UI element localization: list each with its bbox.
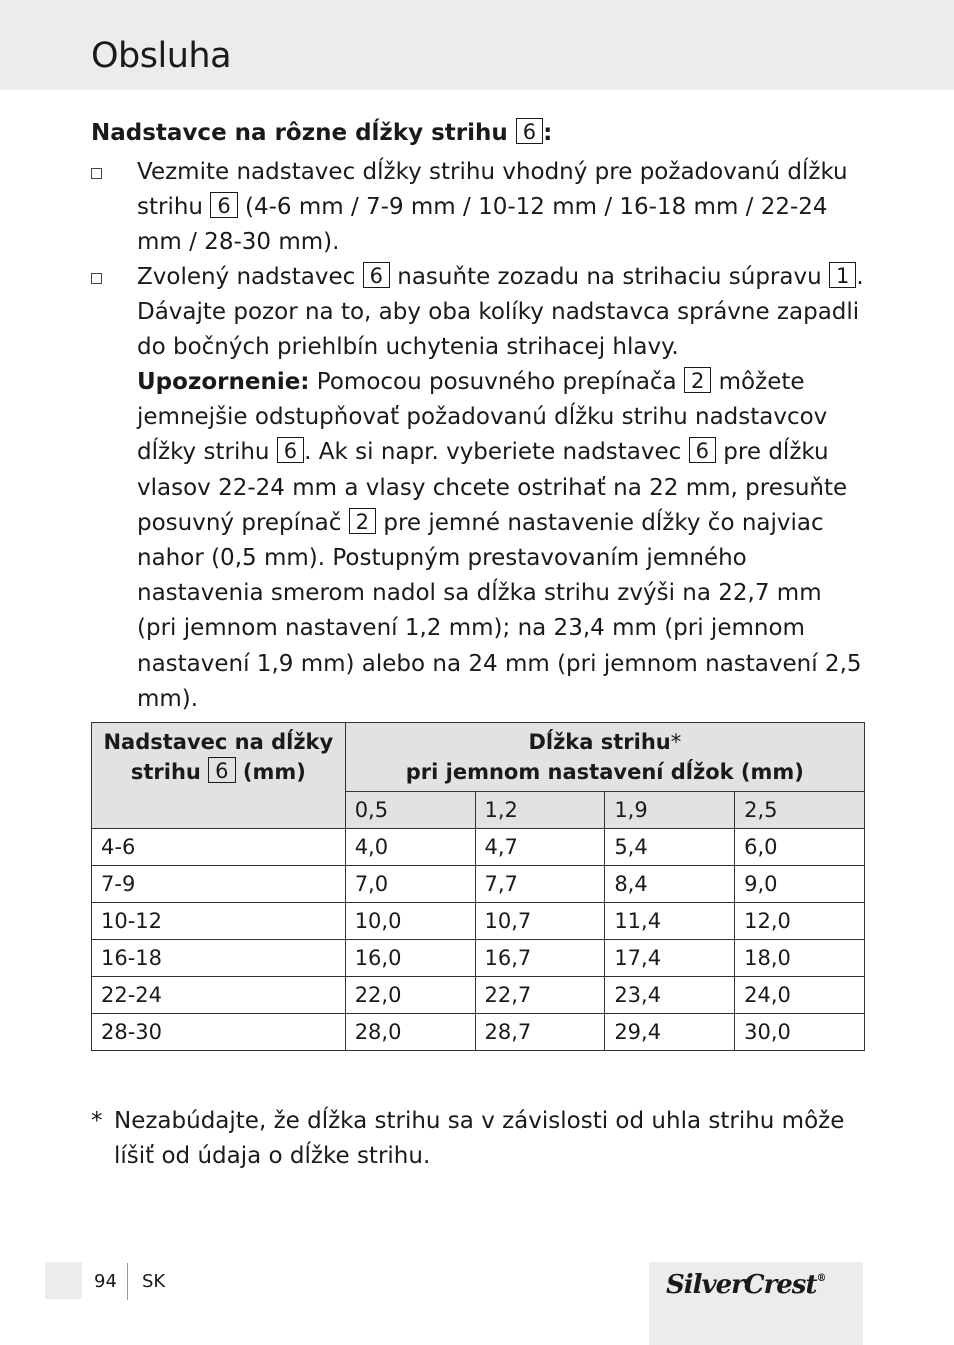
table-cell: 7-9 (92, 866, 346, 903)
step-text: . Dávajte pozor na to, aby oba kolíky nadstavca správne zapadli do bočných priehlbín uchytenia strihacej hlavy. (137, 264, 864, 360)
table-row (92, 1014, 865, 1051)
part-ref-badge: 2 (349, 508, 376, 534)
header-text: Nadstavec na dĺžky strihu (103, 730, 334, 784)
table-cell: 5,4 (605, 829, 735, 866)
footer-divider (127, 1263, 128, 1300)
table-cell: 22,7 (475, 977, 605, 1014)
table-row (92, 866, 865, 903)
table-cell: 24,0 (735, 977, 865, 1014)
footnote (91, 1104, 866, 1174)
table-cell: 16-18 (92, 940, 346, 977)
registered-mark: ® (816, 1273, 826, 1284)
table-row (92, 903, 865, 940)
checkbox-bullet-icon (91, 273, 102, 284)
section-heading-text: Nadstavce na rôzne dĺžky strihu (91, 120, 508, 146)
steps-list (91, 155, 866, 365)
page-number: 94 (94, 1271, 117, 1292)
table-cell: 16,0 (345, 940, 475, 977)
checkbox-bullet-icon (91, 168, 102, 179)
table-cell: 17,4 (605, 940, 735, 977)
step-text: Zvolený nadstavec (137, 264, 363, 290)
fine-setting-header: 2,5 (735, 792, 865, 829)
section-heading (91, 116, 866, 151)
note-paragraph (91, 365, 866, 717)
part-ref-badge: 2 (684, 367, 711, 393)
part-ref-badge: 6 (516, 118, 543, 144)
table-cell: 22,0 (345, 977, 475, 1014)
note-text: Pomocou posuvného prepínača (309, 369, 684, 395)
table-cell: 22-24 (92, 977, 346, 1014)
table-row (92, 829, 865, 866)
cut-length-group-header (345, 723, 864, 792)
brand-logo (666, 1270, 825, 1300)
table-cell: 18,0 (735, 940, 865, 977)
note-text: pre jemné nastavenie dĺžky čo najviac nahor (0,5 mm). Postupným prestavovaním jemného nastavenia smerom nadol sa dĺžka strihu zvýši na 22,7 mm (pri jemnom nastavení 1,2 mm); na 23,4 mm (pri jemnom nastavení 1,9 mm) alebo na 24 mm (pri jemnom nastavení 2,5 mm). (137, 509, 862, 712)
footnote-marker: * (670, 730, 682, 754)
table-cell: 11,4 (605, 903, 735, 940)
table-cell: 10,7 (475, 903, 605, 940)
list-item (91, 260, 866, 365)
footnote-marker: * (91, 1108, 103, 1134)
table-cell: 7,7 (475, 866, 605, 903)
page-title: Obsluha (91, 36, 232, 76)
part-ref-badge: 6 (210, 192, 237, 218)
table-cell: 4,0 (345, 829, 475, 866)
table-cell: 28,0 (345, 1014, 475, 1051)
part-ref-badge: 6 (208, 757, 235, 783)
part-ref-badge: 1 (829, 262, 856, 288)
table-cell: 29,4 (605, 1014, 735, 1051)
language-code: SK (142, 1271, 166, 1292)
table-cell: 10-12 (92, 903, 346, 940)
table-cell: 30,0 (735, 1014, 865, 1051)
step-text: Vezmite nadstavec dĺžky strihu vhodný pre požadovanú dĺžku strihu (137, 159, 848, 220)
attachment-column-header (92, 723, 346, 829)
fine-setting-header: 0,5 (345, 792, 475, 829)
table-cell: 28,7 (475, 1014, 605, 1051)
note-label: Upozornenie: (137, 369, 310, 395)
table-cell: 28-30 (92, 1014, 346, 1051)
table-cell: 9,0 (735, 866, 865, 903)
note-text: . Ak si napr. vyberiete nadstavec (304, 439, 689, 466)
header-text: Dĺžka strihu (528, 730, 671, 754)
footnote-text: Nezabúdajte, že dĺžka strihu sa v závislosti od uhla strihu môže líšiť od údaja o dĺžke strihu. (114, 1108, 845, 1169)
length-table (91, 722, 865, 1051)
table-cell: 4,7 (475, 829, 605, 866)
section-heading-colon: : (543, 120, 553, 146)
table-cell: 8,4 (605, 866, 735, 903)
table-cell: 7,0 (345, 866, 475, 903)
fine-setting-header: 1,9 (605, 792, 735, 829)
table-row (92, 940, 865, 977)
part-ref-badge: 6 (689, 437, 716, 463)
fine-setting-header: 1,2 (475, 792, 605, 829)
table-row (92, 977, 865, 1014)
footer-tab (45, 1262, 82, 1299)
table-cell: 6,0 (735, 829, 865, 866)
instructions (91, 116, 866, 717)
table-cell: 12,0 (735, 903, 865, 940)
list-item (91, 155, 866, 260)
table-cell: 23,4 (605, 977, 735, 1014)
table-cell: 16,7 (475, 940, 605, 977)
brand-name: SilverCrest (666, 1270, 817, 1300)
part-ref-badge: 6 (363, 262, 390, 288)
note-text: môžete jemnejšie odstupňovať požadovanú dĺžku strihu nadstavcov dĺžky strihu (137, 369, 828, 466)
step-text: nasuňte zozadu na strihaciu súpravu (389, 264, 829, 290)
part-ref-badge: 6 (277, 437, 304, 463)
header-text: (mm) (235, 760, 306, 784)
table-cell: 4-6 (92, 829, 346, 866)
table-cell: 10,0 (345, 903, 475, 940)
step-text: (4-6 mm / 7-9 mm / 10-12 mm / 16-18 mm / 22-24 mm / 28-30 mm). (137, 194, 828, 255)
note-text: pre dĺžku vlasov 22-24 mm a vlasy chcete ostrihať na 22 mm, presuňte posuvný prepínač (137, 439, 848, 536)
header-text: pri jemnom nastavení dĺžok (mm) (405, 760, 804, 784)
